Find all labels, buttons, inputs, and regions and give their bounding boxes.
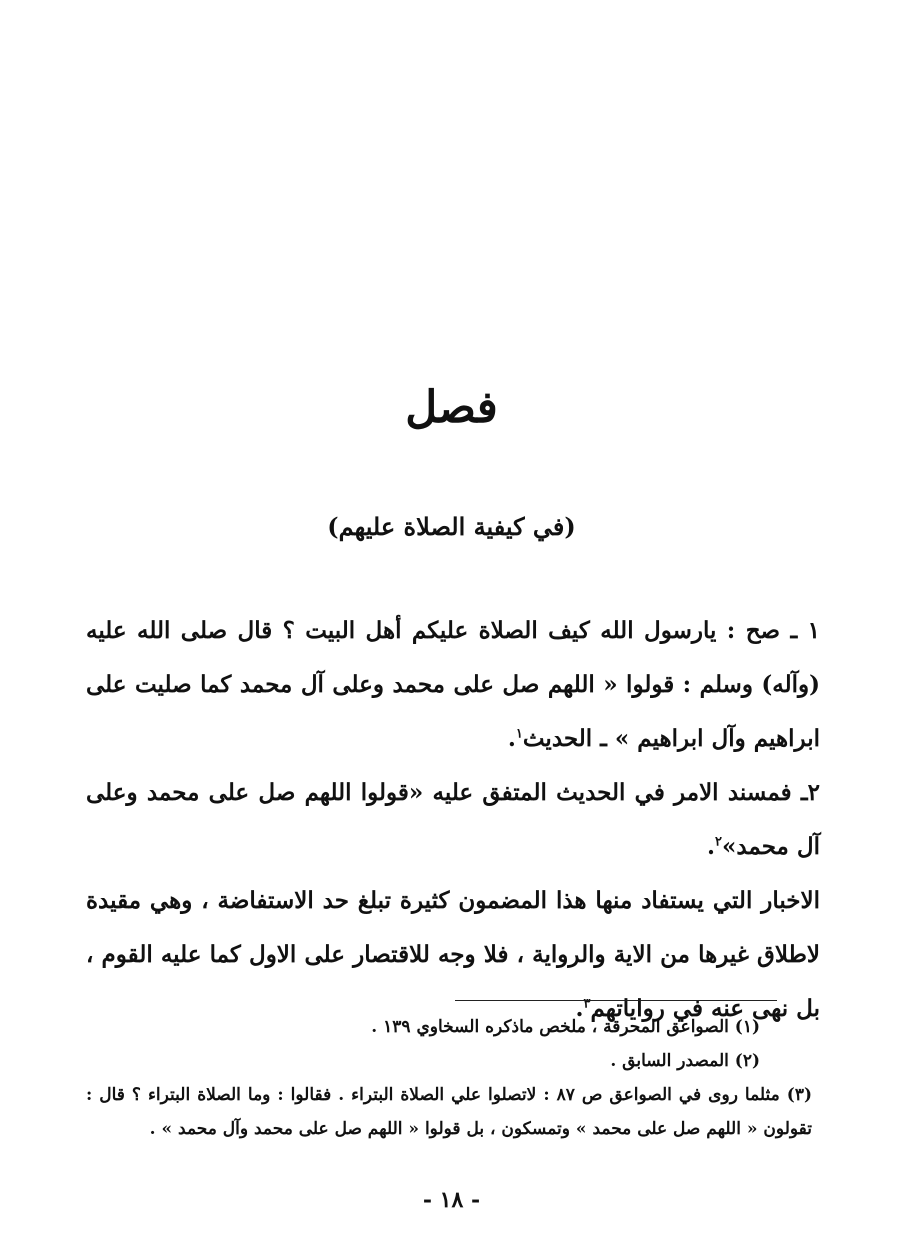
- paragraph-1-text: ١ ـ صح : يارسول الله كيف الصلاة عليكم أهل البيت ؟ قال صلى الله عليه (وآله) وسلم : قولوا « اللهم صل على محمد وعلى آل محمد كما صليت على ابراهيم وآل ابراهيم » ـ الحديث: [86, 617, 820, 752]
- chapter-title: فصل: [405, 382, 498, 433]
- paragraph-2-tail: .: [706, 833, 715, 860]
- footnote-ref-2: ٢: [714, 834, 722, 850]
- footnotes: [86, 1010, 812, 1146]
- paragraph-3-text: الاخبار التي يستفاد منها هذا المضمون كثيرة تبلغ حد الاستفاضة ، وهي مقيدة لاطلاق غيرها من الاية والرواية ، فلا وجه للاقتصار على الاول كما عليه القوم ، بل نهى عنه في رواياتهم: [86, 887, 820, 1022]
- footnote-separator: [455, 1000, 777, 1001]
- paragraph-1: [86, 604, 820, 766]
- paragraph-3-tail: .: [575, 995, 584, 1022]
- footnote-3: (٣) مثلما روى في الصواعق ص ٨٧ : لاتصلوا علي الصلاة البتراء . فقالوا : وما الصلاة البتراء ؟ قال : تقولون « اللهم صل على محمد » وتمسكون ، بل قولوا « اللهم صل على محمد وآل محمد » .: [86, 1085, 812, 1139]
- footnote-1: (١) الصواعق المحرقة ، ملخص ماذكره السخاوي ١٣٩ .: [371, 1017, 760, 1037]
- paragraph-2: [86, 766, 820, 874]
- page-number: - ١٨ -: [422, 1187, 481, 1213]
- section-title: (في كيفية الصلاة عليهم): [327, 512, 576, 541]
- paragraph-2-text: ٢ـ فمسند الامر في الحديث المتفق عليه «قولوا اللهم صل على محمد وعلى آل محمد»: [86, 779, 820, 860]
- footnote-2: (٢) المصدر السابق .: [610, 1051, 760, 1071]
- footnote-ref-1: ١: [515, 726, 523, 742]
- footnote-ref-3: ٣: [583, 996, 591, 1012]
- paragraph-1-tail: .: [507, 725, 516, 752]
- body-text: [86, 604, 820, 1036]
